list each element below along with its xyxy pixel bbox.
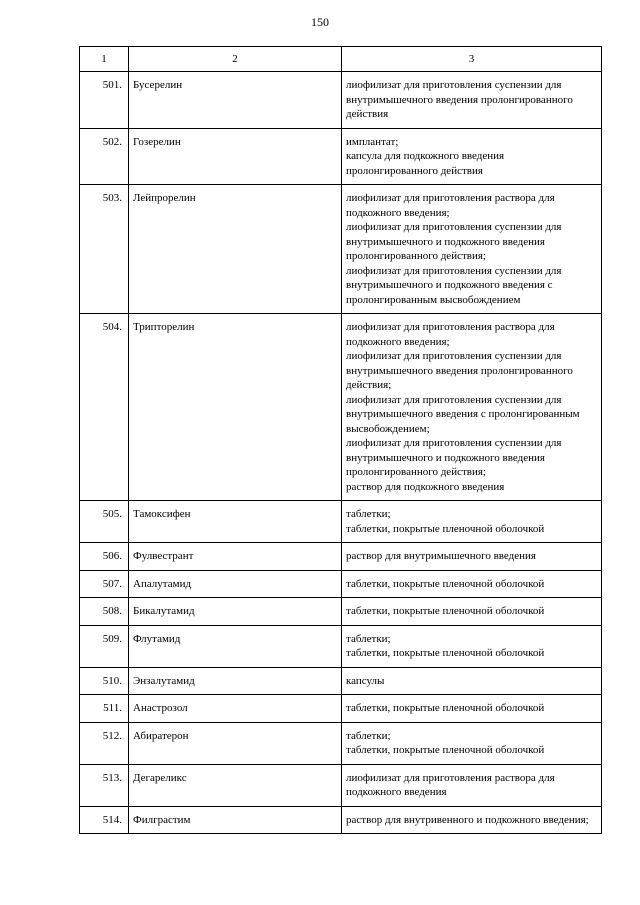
table-row	[80, 128, 602, 185]
drug-name: Анастрозол	[129, 695, 342, 723]
drug-name: Апалутамид	[129, 570, 342, 598]
dosage-form: раствор для внутривенного и подкожного введения;	[346, 813, 589, 826]
dosage-form: лиофилизат для приготовления раствора для подкожного введения	[346, 771, 555, 798]
row-number: 505.	[80, 501, 129, 543]
drug-name: Лейпрорелин	[129, 185, 342, 314]
dosage-form: таблетки;	[346, 632, 391, 645]
table-row	[80, 314, 602, 501]
drug-name: Трипторелин	[129, 314, 342, 501]
dosage-forms	[342, 128, 602, 185]
row-number: 509.	[80, 625, 129, 667]
header-col-2: 2	[129, 47, 342, 72]
dosage-form: лиофилизат для приготовления суспензии для внутримышечного и подкожного введения с пролонгированным высвобождением	[346, 264, 562, 306]
dosage-form: лиофилизат для приготовления суспензии для внутримышечного введения с пролонгированным высвобождением;	[346, 393, 580, 435]
dosage-form: раствор для подкожного введения	[346, 480, 505, 493]
row-number: 504.	[80, 314, 129, 501]
dosage-form: таблетки, покрытые пленочной оболочкой	[346, 522, 545, 535]
dosage-forms	[342, 543, 602, 571]
dosage-form: лиофилизат для приготовления суспензии для внутримышечного введения пролонгированного действия	[346, 79, 573, 120]
dosage-form: лиофилизат для приготовления суспензии для внутримышечного и подкожного введения пролонгированного действия;	[346, 221, 562, 262]
table-row	[80, 501, 602, 543]
drug-table	[79, 46, 602, 834]
header-col-1: 1	[80, 47, 129, 72]
row-number: 508.	[80, 598, 129, 626]
table-row	[80, 722, 602, 764]
drug-name: Филграстим	[129, 806, 342, 834]
row-number: 511.	[80, 695, 129, 723]
dosage-forms	[342, 185, 602, 314]
row-number: 501.	[80, 72, 129, 129]
drug-name: Энзалутамид	[129, 667, 342, 695]
row-number: 514.	[80, 806, 129, 834]
dosage-forms	[342, 722, 602, 764]
dosage-form: раствор для внутримышечного введения	[346, 550, 536, 562]
row-number: 507.	[80, 570, 129, 598]
drug-name: Бусерелин	[129, 72, 342, 129]
table-row	[80, 185, 602, 314]
table-row	[80, 543, 602, 571]
table-row	[80, 806, 602, 834]
dosage-forms	[342, 667, 602, 695]
table-row	[80, 667, 602, 695]
dosage-forms	[342, 570, 602, 598]
dosage-forms	[342, 72, 602, 129]
table-row	[80, 764, 602, 806]
dosage-forms	[342, 598, 602, 626]
row-number: 510.	[80, 667, 129, 695]
row-number: 503.	[80, 185, 129, 314]
row-number: 513.	[80, 764, 129, 806]
drug-name: Бикалутамид	[129, 598, 342, 626]
row-number: 512.	[80, 722, 129, 764]
table-row	[80, 598, 602, 626]
dosage-form: капсулы	[346, 674, 385, 687]
dosage-form: таблетки, покрытые пленочной оболочкой	[346, 647, 545, 659]
row-number: 502.	[80, 128, 129, 185]
dosage-form: лиофилизат для приготовления суспензии для внутримышечного и подкожного введения пролонгированного действия;	[346, 437, 562, 478]
drug-name: Тамоксифен	[129, 501, 342, 543]
drug-name: Дегареликс	[129, 764, 342, 806]
dosage-form: таблетки, покрытые пленочной оболочкой	[346, 577, 545, 590]
dosage-forms	[342, 806, 602, 834]
table-row	[80, 695, 602, 723]
dosage-forms	[342, 764, 602, 806]
dosage-forms	[342, 625, 602, 667]
dosage-form: таблетки, покрытые пленочной оболочкой	[346, 605, 545, 617]
dosage-form: капсула для подкожного введения пролонгированного действия	[346, 150, 505, 177]
dosage-form: таблетки;	[346, 508, 391, 520]
dosage-form: лиофилизат для приготовления раствора для подкожного введения;	[346, 321, 555, 348]
table-row	[80, 570, 602, 598]
dosage-form: таблетки, покрытые пленочной оболочкой	[346, 702, 545, 714]
dosage-form: таблетки, покрытые пленочной оболочкой	[346, 744, 545, 756]
dosage-form: лиофилизат для приготовления суспензии для внутримышечного введения пролонгированного действия;	[346, 350, 573, 391]
page-number: 150	[311, 15, 329, 29]
table-row	[80, 625, 602, 667]
drug-name: Флутамид	[129, 625, 342, 667]
header-row	[80, 47, 602, 72]
drug-name: Фулвестрант	[129, 543, 342, 571]
dosage-form: имплантат;	[346, 135, 399, 148]
row-number: 506.	[80, 543, 129, 571]
dosage-forms	[342, 501, 602, 543]
table-body	[80, 72, 602, 834]
dosage-forms	[342, 314, 602, 501]
drug-name: Гозерелин	[129, 128, 342, 185]
dosage-form: лиофилизат для приготовления раствора для подкожного введения;	[346, 192, 555, 219]
drug-name: Абиратерон	[129, 722, 342, 764]
dosage-form: таблетки;	[346, 729, 391, 742]
table-row	[80, 72, 602, 129]
header-col-3: 3	[342, 47, 602, 72]
dosage-forms	[342, 695, 602, 723]
